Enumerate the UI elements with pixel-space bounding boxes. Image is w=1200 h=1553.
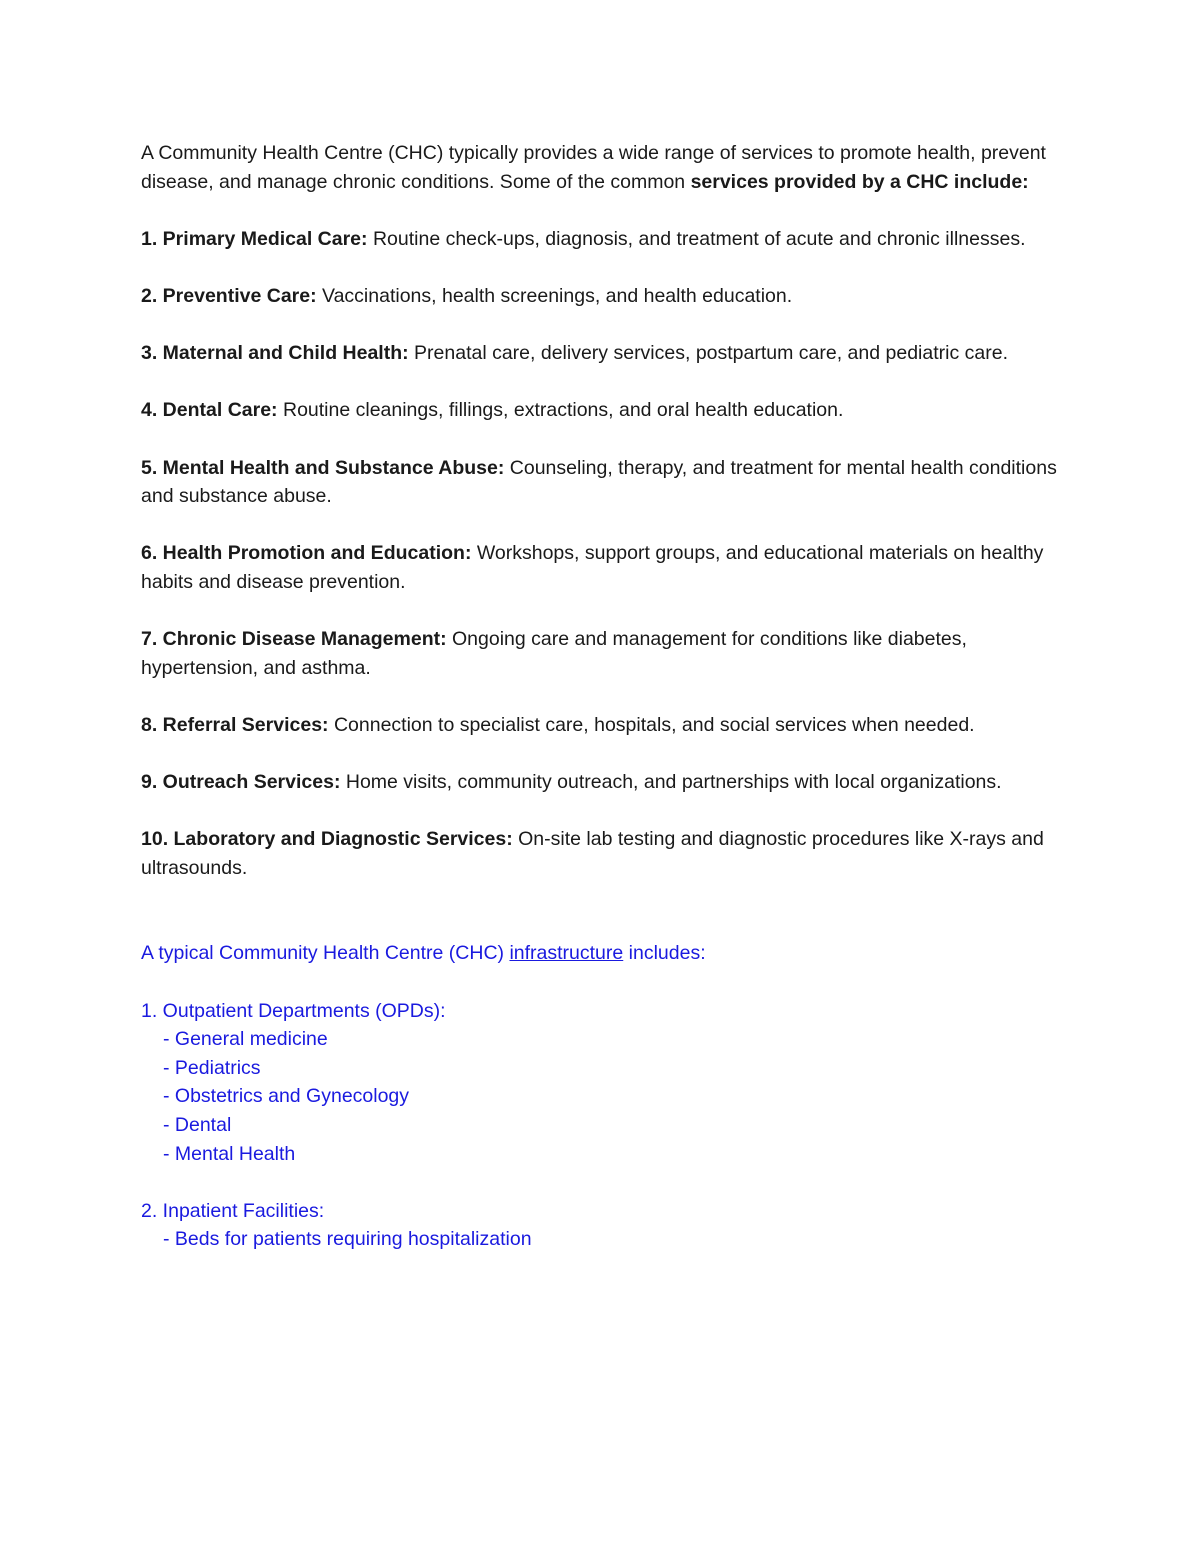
service-item [141,539,1066,596]
service-item [141,768,1066,797]
service-title: 6. Health Promotion and Education: [141,542,472,565]
service-item [141,454,1066,511]
service-title: 4. Dental Care: [141,399,278,422]
service-title: 1. Primary Medical Care: [141,227,368,250]
infrastructure-list-item: - Obstetrics and Gynecology [163,1085,410,1108]
service-title: 7. Chronic Disease Management: [141,628,447,651]
service-desc: Vaccinations, health screenings, and health education. [316,284,793,307]
service-item [141,225,1066,254]
infrastructure-section-heading: 2. Inpatient Facilities: [141,1199,325,1222]
service-title: 5. Mental Health and Substance Abuse: [141,456,505,479]
infrastructure-section-heading: 1. Outpatient Departments (OPDs): [141,999,446,1022]
service-title: 3. Maternal and Child Health: [141,342,409,365]
infrastructure-intro-after: includes: [623,942,706,965]
service-desc: Ongoing care and management for conditions like diabetes, hypertension, and asthma. [141,628,967,679]
infrastructure-intro-before: A typical Community Health Centre (CHC) [141,942,510,965]
service-item [141,282,1066,311]
service-item [141,825,1066,882]
infrastructure-list-item: - Beds for patients requiring hospitalization [163,1228,532,1251]
service-desc: Routine check-ups, diagnosis, and treatment of acute and chronic illnesses. [367,227,1026,250]
service-title: 9. Outreach Services: [141,771,341,794]
service-title: 10. Laboratory and Diagnostic Services: [141,828,513,851]
infrastructure-list-item: - Dental [163,1114,232,1136]
infrastructure-list-item: - Pediatrics [163,1056,261,1079]
service-desc: Connection to specialist care, hospitals, and social services when needed. [328,713,975,736]
infrastructure-list-item: - Mental Health [163,1142,296,1165]
service-desc: Prenatal care, delivery services, postpartum care, and pediatric care. [408,342,1008,365]
intro-text: A Community Health Centre (CHC) typically provides a wide range of services to promote health, prevent disease, and manage chronic conditions. Some of the common [141,142,1046,193]
document-page [141,139,1066,1254]
service-title: 2. Preventive Care: [141,284,317,307]
service-desc: Routine cleanings, fillings, extractions, and oral health education. [277,399,844,422]
service-title: 8. Referral Services: [141,713,329,736]
service-item [141,339,1066,368]
infrastructure-link[interactable]: infrastructure [509,942,624,965]
service-item [141,396,1066,425]
infrastructure-list-item: - General medicine [163,1028,328,1051]
service-item [141,711,1066,740]
service-desc: Counseling, therapy, and treatment for mental health conditions and substance abuse. [141,456,1057,508]
service-desc: Workshops, support groups, and educational materials on healthy habits and disease prevention. [141,542,1044,593]
service-desc: On-site lab testing and diagnostic procedures like X-rays and ultrasounds. [141,828,1044,879]
infrastructure-intro [141,939,1066,968]
intro-bold-text: services provided by a CHC include: [690,170,1029,193]
service-desc: Home visits, community outreach, and partnerships with local organizations. [340,771,1002,794]
service-item [141,625,1066,682]
intro-paragraph [141,139,1066,196]
